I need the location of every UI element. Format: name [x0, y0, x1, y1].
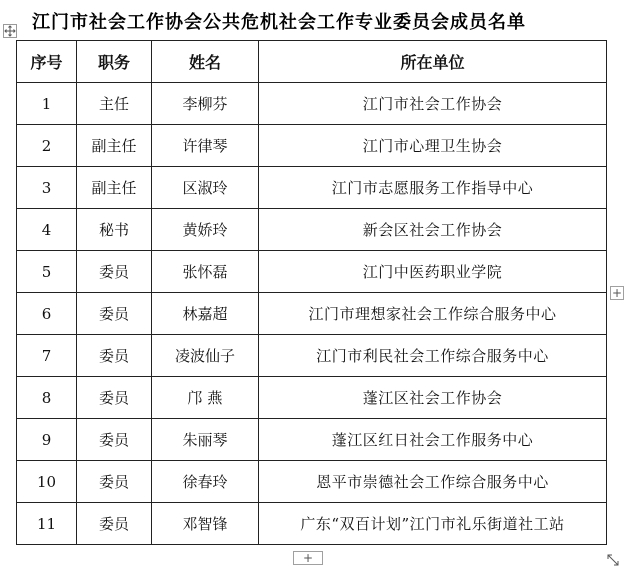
- cell-role[interactable]: 委员: [77, 419, 152, 461]
- cell-name[interactable]: 李柳芬: [152, 83, 259, 125]
- cell-name[interactable]: 邝 燕: [152, 377, 259, 419]
- cell-number[interactable]: 9: [17, 419, 77, 461]
- cell-number[interactable]: 2: [17, 125, 77, 167]
- cell-unit[interactable]: 恩平市崇德社会工作综合服务中心: [259, 461, 607, 503]
- add-column-button[interactable]: +: [611, 286, 623, 300]
- add-row-button[interactable]: +: [293, 551, 323, 565]
- header-unit: 所在单位: [259, 41, 607, 83]
- table-row: [17, 377, 607, 419]
- table-row: [17, 83, 607, 125]
- cell-role[interactable]: 秘书: [77, 209, 152, 251]
- cell-number[interactable]: 4: [17, 209, 77, 251]
- table-row: [17, 461, 607, 503]
- cell-number[interactable]: 11: [17, 503, 77, 545]
- cell-number[interactable]: 10: [17, 461, 77, 503]
- table-row: [17, 335, 607, 377]
- cell-name[interactable]: 邓智锋: [152, 503, 259, 545]
- members-table: [16, 40, 607, 545]
- cell-name[interactable]: 徐春玲: [152, 461, 259, 503]
- header-number: 序号: [17, 41, 77, 83]
- cell-unit[interactable]: 江门市利民社会工作综合服务中心: [259, 335, 607, 377]
- cell-name[interactable]: 凌波仙子: [152, 335, 259, 377]
- cell-name[interactable]: 黄娇玲: [152, 209, 259, 251]
- cell-role[interactable]: 委员: [77, 503, 152, 545]
- cell-unit[interactable]: 江门市社会工作协会: [259, 83, 607, 125]
- cell-role[interactable]: 委员: [77, 335, 152, 377]
- cell-name[interactable]: 区淑玲: [152, 167, 259, 209]
- cell-role[interactable]: 副主任: [77, 125, 152, 167]
- header-name: 姓名: [152, 41, 259, 83]
- cell-number[interactable]: 3: [17, 167, 77, 209]
- cell-name[interactable]: 朱丽琴: [152, 419, 259, 461]
- table-row: [17, 293, 607, 335]
- cell-role[interactable]: 委员: [77, 461, 152, 503]
- table-row: [17, 167, 607, 209]
- cell-unit[interactable]: 广东“双百计划”江门市礼乐街道社工站: [259, 503, 607, 545]
- cell-unit[interactable]: 蓬江区社会工作协会: [259, 377, 607, 419]
- cell-number[interactable]: 5: [17, 251, 77, 293]
- cell-role[interactable]: 委员: [77, 377, 152, 419]
- table-resize-icon[interactable]: [606, 552, 620, 566]
- cell-role[interactable]: 副主任: [77, 167, 152, 209]
- cell-name[interactable]: 许律琴: [152, 125, 259, 167]
- cell-role[interactable]: 主任: [77, 83, 152, 125]
- table-row: [17, 503, 607, 545]
- cell-role[interactable]: 委员: [77, 251, 152, 293]
- table-move-handle-icon[interactable]: [3, 24, 17, 38]
- cell-unit[interactable]: 江门市志愿服务工作指导中心: [259, 167, 607, 209]
- cell-number[interactable]: 7: [17, 335, 77, 377]
- table-header-row: [17, 41, 607, 83]
- table-row: [17, 419, 607, 461]
- cell-unit[interactable]: 江门中医药职业学院: [259, 251, 607, 293]
- cell-number[interactable]: 1: [17, 83, 77, 125]
- table-row: [17, 125, 607, 167]
- cell-unit[interactable]: 新会区社会工作协会: [259, 209, 607, 251]
- table-row: [17, 251, 607, 293]
- cell-name[interactable]: 林嘉超: [152, 293, 259, 335]
- cell-unit[interactable]: 江门市心理卫生协会: [259, 125, 607, 167]
- header-role: 职务: [77, 41, 152, 83]
- table-row: [17, 209, 607, 251]
- cell-unit[interactable]: 江门市理想家社会工作综合服务中心: [259, 293, 607, 335]
- cell-name[interactable]: 张怀磊: [152, 251, 259, 293]
- cell-unit[interactable]: 蓬江区红日社会工作服务中心: [259, 419, 607, 461]
- cell-number[interactable]: 6: [17, 293, 77, 335]
- cell-number[interactable]: 8: [17, 377, 77, 419]
- cell-role[interactable]: 委员: [77, 293, 152, 335]
- document-title: 江门市社会工作协会公共危机社会工作专业委员会成员名单: [32, 12, 526, 33]
